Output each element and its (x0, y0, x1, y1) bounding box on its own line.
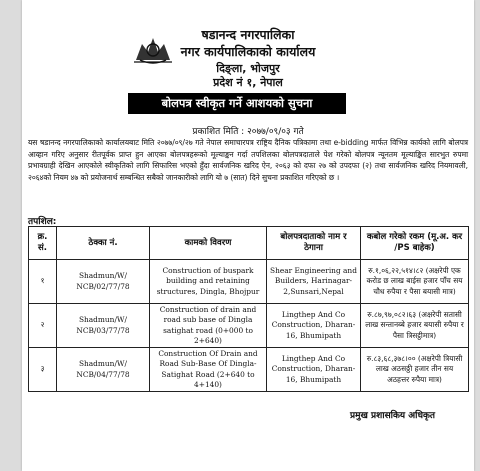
details-label: तपशिल: (28, 217, 57, 227)
row-amount: रु.१,०६,२२,५१४।८२ (अक्षरेपी एक करोड छ लाख बाईस हजार पाँच सय चौध रुपैया र पैसा बयासी मात्र) (361, 260, 469, 304)
row-bidder: Lingthep And Co Construction, Dharan-16, Bhumipath (267, 304, 361, 348)
row-contract-no: Shadmun/W/ NCB/04/77/78 (57, 348, 150, 392)
tender-table (28, 226, 469, 392)
table-row (29, 304, 469, 348)
row-contract-no: Shadmun/W/ NCB/02/77/78 (57, 260, 150, 304)
notice-title: बोलपत्र स्वीकृत गर्ने आशयको सुचना (128, 93, 346, 114)
office-location: दिङ्ला, भोजपुर (216, 62, 280, 75)
row-sn: २ (29, 304, 57, 348)
header-contract-no: ठेक्का नं. (57, 227, 150, 260)
notice-body: यस षडानन्द नगरपालिकाको कार्यालयबाट मिति २०७७/०९/२७ गते नेपाल समाचारपत्र राष्ट्रिय दैनिक पत्रिकामा तथा e-bidding मार्फत विभिन्न कार्यको लागि बोलपत्र आव्हान गरिए अनुसार रीतपूर्वक प्राप्त हुन आएका बोलपत्रहरूको मूल्याङ्कन गर्दा तपशिलका बोलपत्रदाताले पेश गरेको बोलपत्र न्यूनतम मूल्याङ्कित सारभुत रुपमा प्रभावग्राही देखिन आएकोले स्वीकृतिको लागि सिफारिस भएको हुँदा सार्वजनिक खरिद ऐन, २०६३ को दफा २७ को उपदफा (२) तथा सार्वजनिक खरिद नियमावली, २०६४को नियम ४७ को प्रयोजनार्थ सम्बन्धित सबैको जानकारीको लागि यो ७ (सात) दिने सुचना प्रकाशित गरिएको छ । (28, 138, 468, 182)
signature-title: प्रमुख प्रशासकिय अधिकृत (350, 411, 436, 421)
row-amount: रु.८३,६८,३७८।०० (अक्षरेपी त्रियासी लाख अठसठ्ठी हजार तीन सय अठहत्तर रुपैया मात्र) (361, 348, 469, 392)
table-header-row (29, 227, 469, 260)
municipality-name: षडानन्द नगरपालिका (201, 27, 295, 42)
notice-paper (22, 0, 474, 471)
header-amount: कबोल गरेको रकम (मू.अ. कर /PS बाहेक) (361, 227, 469, 260)
published-date: प्रकाशित मिति : २०७७/०९/०३ गते (192, 127, 304, 137)
row-work: Construction Of Drain and Road Sub-Base Of Dingla-Satighat Road (2+640 to 4+140) (150, 348, 267, 392)
row-bidder: Shear Engineering and Builders, Harinagar-2,Sunsari,Nepal (267, 260, 361, 304)
table-row (29, 260, 469, 304)
office-name: नगर कार्यपालिकाको कार्यालय (180, 44, 316, 59)
row-sn: १ (29, 260, 57, 304)
province-label: प्रदेश नं १, नेपाल (213, 76, 283, 89)
row-work: Construction of buspark building and retaining structures, Dingla, Bhojpur (150, 260, 267, 304)
header-bidder: बोलपत्रदाताको नाम र ठेगाना (267, 227, 361, 260)
header-sn: क्र. सं. (29, 227, 57, 260)
row-amount: रु.८७,९७,०८२।६३ (अक्षरेपी सतासी लाख सन्तानब्बे हजार बयासी रुपैया र पैसा त्रिसट्ठीमात्र) (361, 304, 469, 348)
row-bidder: Lingthep And Co Construction, Dharan-16, Bhumipath (267, 348, 361, 392)
header-work: कामको विवरण (150, 227, 267, 260)
row-sn: ३ (29, 348, 57, 392)
row-contract-no: Shadmun/W/ NCB/03/77/78 (57, 304, 150, 348)
table-row (29, 348, 469, 392)
row-work: Construction of drain and road sub base of Dingla satighat road (0+000 to 2+640) (150, 304, 267, 348)
